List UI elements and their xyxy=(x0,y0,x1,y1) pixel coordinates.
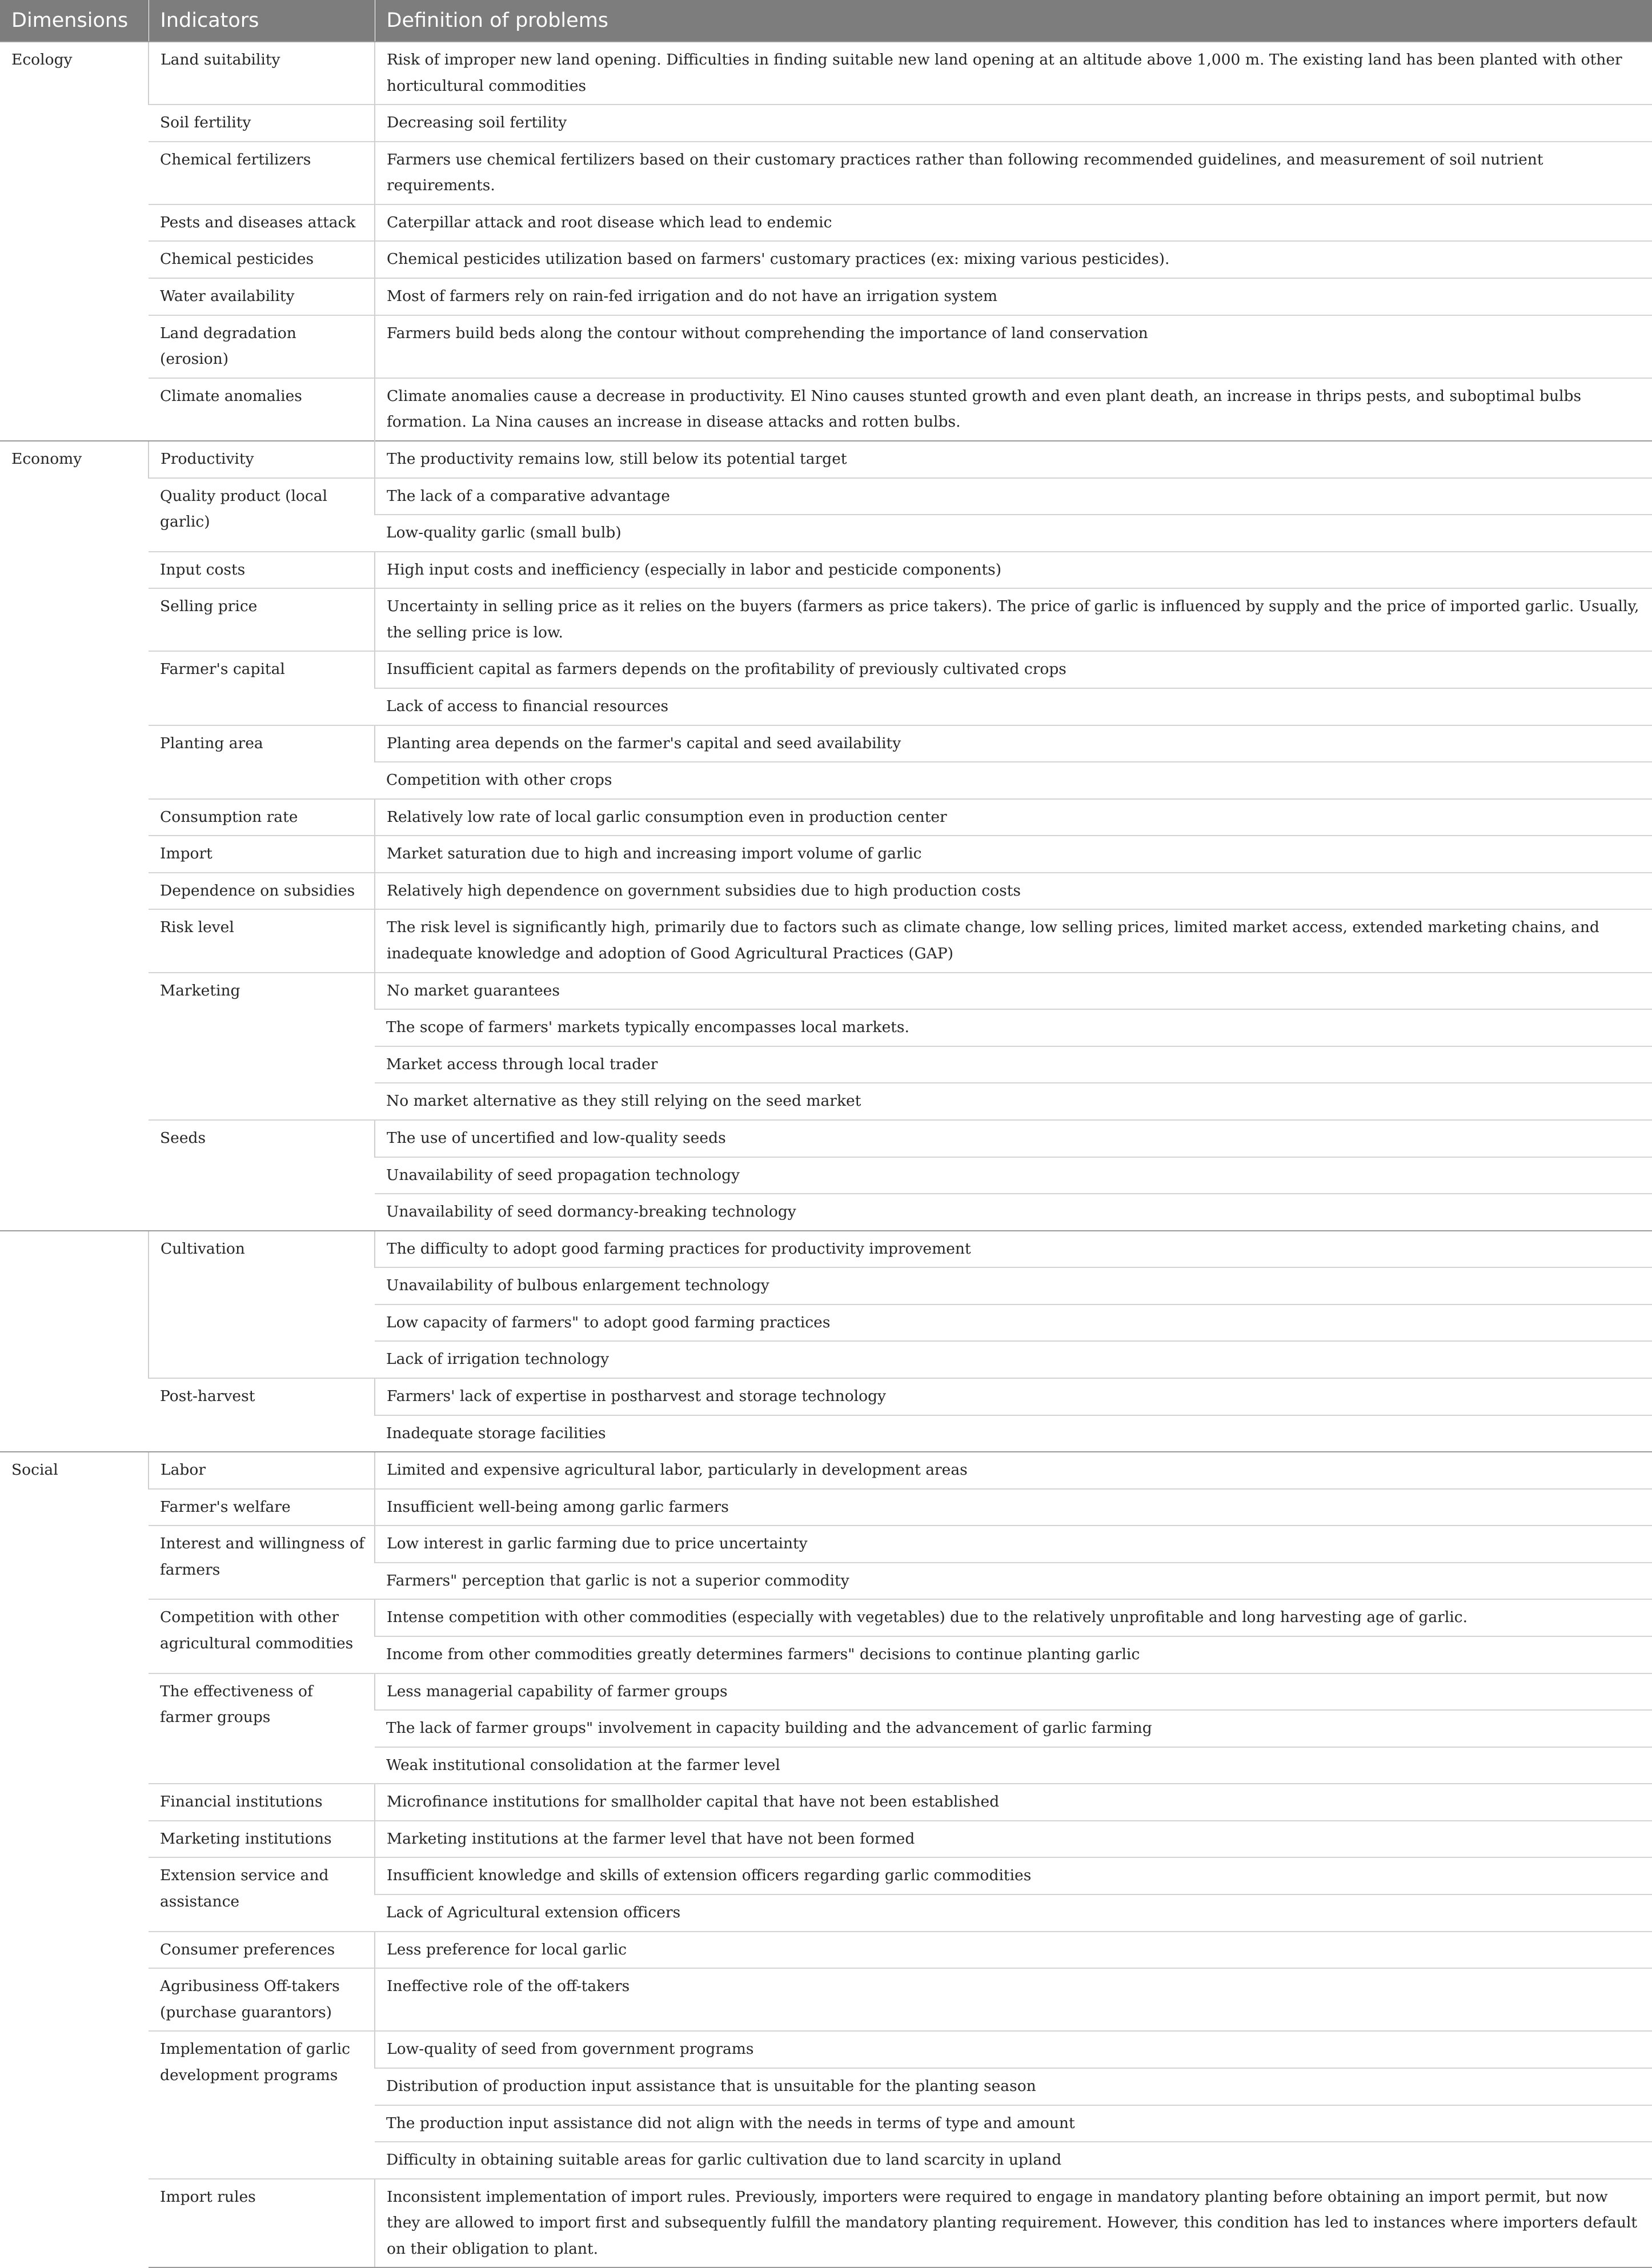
header-dimensions: Dimensions xyxy=(0,0,149,42)
table-row xyxy=(0,799,1652,836)
definition-cell: Difficulty in obtaining suitable areas for garlic cultivation due to land scarcity in upland xyxy=(375,2142,1652,2179)
definition-cell: The use of uncertified and low-quality seeds xyxy=(375,1120,1652,1157)
definition-cell: The productivity remains low, still below its potential target xyxy=(375,441,1652,478)
table-row xyxy=(0,142,1652,204)
definition-cell: Chemical pesticides utilization based on farmers' customary practices (ex: mixing various pesticides). xyxy=(375,241,1652,278)
table-row xyxy=(0,1599,1652,1636)
definition-cell: No market alternative as they still relying on the seed market xyxy=(375,1083,1652,1120)
table-row xyxy=(0,1489,1652,1526)
dimension-cell xyxy=(0,1231,149,1452)
definition-cell: No market guarantees xyxy=(375,973,1652,1010)
table-row xyxy=(0,241,1652,278)
indicator-cell: Farmer's welfare xyxy=(149,1489,375,1526)
table-row xyxy=(0,2179,1652,2268)
table-row xyxy=(0,1231,1652,1268)
indicator-cell: Input costs xyxy=(149,552,375,589)
indicator-cell: Risk level xyxy=(149,909,375,972)
definition-cell: Unavailability of bulbous enlargement technology xyxy=(375,1267,1652,1304)
header-row xyxy=(0,0,1652,42)
table-row xyxy=(0,1932,1652,1969)
definition-cell: The lack of farmer groups" involvement in capacity building and the advancement of garlic farming xyxy=(375,1710,1652,1747)
table-row xyxy=(0,478,1652,515)
table-row xyxy=(0,725,1652,762)
definition-cell: Relatively low rate of local garlic consumption even in production center xyxy=(375,799,1652,836)
definition-cell: Less managerial capability of farmer groups xyxy=(375,1673,1652,1711)
definition-cell: Lack of Agricultural extension officers xyxy=(375,1894,1652,1932)
indicator-cell: Climate anomalies xyxy=(149,378,375,441)
indicator-cell: Marketing institutions xyxy=(149,1821,375,1858)
indicator-cell: Interest and willingness of farmers xyxy=(149,1526,375,1599)
definition-cell: Decreasing soil fertility xyxy=(375,105,1652,142)
table-row xyxy=(0,1526,1652,1563)
indicator-cell: Marketing xyxy=(149,973,375,1120)
definition-cell: Insufficient capital as farmers depends on the profitability of previously cultivated crops xyxy=(375,651,1652,688)
dimension-cell: Social xyxy=(0,1452,149,2267)
indicator-cell: Import rules xyxy=(149,2179,375,2268)
definition-cell: Insufficient well-being among garlic farmers xyxy=(375,1489,1652,1526)
indicator-cell: Consumer preferences xyxy=(149,1932,375,1969)
table-row xyxy=(0,873,1652,910)
header-definition: Definition of problems xyxy=(375,0,1652,42)
indicator-cell: Selling price xyxy=(149,588,375,651)
header-indicators: Indicators xyxy=(149,0,375,42)
definition-cell: Planting area depends on the farmer's capital and seed availability xyxy=(375,725,1652,762)
definition-cell: Ineffective role of the off-takers xyxy=(375,1968,1652,2031)
indicator-cell: Dependence on subsidies xyxy=(149,873,375,910)
indicator-cell: Chemical fertilizers xyxy=(149,142,375,204)
definition-cell: Limited and expensive agricultural labor, particularly in development areas xyxy=(375,1452,1652,1489)
definition-cell: Most of farmers rely on rain-fed irrigation and do not have an irrigation system xyxy=(375,278,1652,315)
indicator-cell: Water availability xyxy=(149,278,375,315)
indicator-cell: Financial institutions xyxy=(149,1784,375,1821)
table-row xyxy=(0,1857,1652,1894)
definition-cell: Insufficient knowledge and skills of extension officers regarding garlic commodities xyxy=(375,1857,1652,1894)
indicator-cell: Soil fertility xyxy=(149,105,375,142)
table-row xyxy=(0,552,1652,589)
indicator-cell: Seeds xyxy=(149,1120,375,1231)
indicator-cell: The effectiveness of farmer groups xyxy=(149,1673,375,1784)
table-row xyxy=(0,973,1652,1010)
table-row xyxy=(0,1120,1652,1157)
definition-cell: Distribution of production input assistance that is unsuitable for the planting season xyxy=(375,2068,1652,2105)
definition-cell: Competition with other crops xyxy=(375,762,1652,799)
dimension-cell: Ecology xyxy=(0,42,149,441)
definition-cell: Market access through local trader xyxy=(375,1046,1652,1083)
indicator-cell: Implementation of garlic development programs xyxy=(149,2031,375,2178)
indicator-cell: Pests and diseases attack xyxy=(149,204,375,242)
table-row xyxy=(0,105,1652,142)
indicator-cell: Cultivation xyxy=(149,1231,375,1378)
table-row xyxy=(0,651,1652,688)
definition-cell: Intense competition with other commodities (especially with vegetables) due to the relatively unprofitable and long harvesting age of garlic. xyxy=(375,1599,1652,1636)
table-row xyxy=(0,836,1652,873)
definition-cell: Low interest in garlic farming due to price uncertainty xyxy=(375,1526,1652,1563)
definition-cell: Farmers' lack of expertise in postharvest and storage technology xyxy=(375,1378,1652,1415)
definition-cell: Weak institutional consolidation at the farmer level xyxy=(375,1747,1652,1784)
table-row xyxy=(0,42,1652,105)
table-row xyxy=(0,1821,1652,1858)
table-row xyxy=(0,1378,1652,1415)
indicator-cell: Consumption rate xyxy=(149,799,375,836)
definition-cell: Farmers" perception that garlic is not a superior commodity xyxy=(375,1563,1652,1600)
definition-cell: Low capacity of farmers" to adopt good farming practices xyxy=(375,1304,1652,1342)
definition-cell: Inconsistent implementation of import rules. Previously, importers were required to engage in mandatory planting before obtaining an import permit, but now they are allowed to import first and subsequently fulfill the mandatory planting requirement. However, this condition has led to instances where importers default on their obligation to plant. xyxy=(375,2179,1652,2268)
indicator-cell: Farmer's capital xyxy=(149,651,375,725)
indicator-cell: Productivity xyxy=(149,441,375,478)
indicator-cell: Extension service and assistance xyxy=(149,1857,375,1931)
definition-cell: Lack of access to financial resources xyxy=(375,688,1652,725)
table-row xyxy=(0,278,1652,315)
table-row xyxy=(0,315,1652,378)
indicator-cell: Post-harvest xyxy=(149,1378,375,1452)
table-row xyxy=(0,204,1652,242)
definition-cell: Marketing institutions at the farmer level that have not been formed xyxy=(375,1821,1652,1858)
table-row xyxy=(0,2031,1652,2068)
definition-cell: The risk level is significantly high, primarily due to factors such as climate change, low selling prices, limited market access, extended marketing chains, and inadequate knowledge and adoption of Good Agricultural Practices (GAP) xyxy=(375,909,1652,972)
table-row xyxy=(0,441,1652,478)
definition-cell: The production input assistance did not align with the needs in terms of type and amount xyxy=(375,2105,1652,2142)
indicator-cell: Quality product (local garlic) xyxy=(149,478,375,552)
definition-cell: The scope of farmers' markets typically encompasses local markets. xyxy=(375,1009,1652,1046)
definition-cell: Less preference for local garlic xyxy=(375,1932,1652,1969)
definition-cell: Risk of improper new land opening. Difficulties in finding suitable new land opening at an altitude above 1,000 m. The existing land has been planted with other horticultural commodities xyxy=(375,42,1652,105)
definition-cell: High input costs and inefficiency (especially in labor and pesticide components) xyxy=(375,552,1652,589)
indicator-cell: Chemical pesticides xyxy=(149,241,375,278)
indicator-cell: Land suitability xyxy=(149,42,375,105)
definition-cell: Lack of irrigation technology xyxy=(375,1341,1652,1378)
table-row xyxy=(0,1452,1652,1489)
definition-cell: Microfinance institutions for smallholder capital that have not been established xyxy=(375,1784,1652,1821)
definition-cell: Climate anomalies cause a decrease in productivity. El Nino causes stunted growth and even plant death, an increase in thrips pests, and suboptimal bulbs formation. La Nina causes an increase in disease attacks and rotten bulbs. xyxy=(375,378,1652,441)
definition-cell: Market saturation due to high and increasing import volume of garlic xyxy=(375,836,1652,873)
table-row xyxy=(0,1968,1652,2031)
table-body xyxy=(0,42,1652,2267)
table-header xyxy=(0,0,1652,42)
definition-cell: Farmers use chemical fertilizers based on their customary practices rather than following recommended guidelines, and measurement of soil nutrient requirements. xyxy=(375,142,1652,204)
indicator-cell: Import xyxy=(149,836,375,873)
indicator-cell: Competition with other agricultural commodities xyxy=(149,1599,375,1673)
definition-cell: Income from other commodities greatly determines farmers" decisions to continue planting garlic xyxy=(375,1636,1652,1673)
definition-cell: Farmers build beds along the contour without comprehending the importance of land conservation xyxy=(375,315,1652,378)
definition-cell: Low-quality of seed from government programs xyxy=(375,2031,1652,2068)
table-row xyxy=(0,1673,1652,1711)
definition-cell: Unavailability of seed propagation technology xyxy=(375,1157,1652,1194)
indicator-cell: Land degradation (erosion) xyxy=(149,315,375,378)
table-row xyxy=(0,378,1652,441)
table-row xyxy=(0,909,1652,972)
definition-cell: Low-quality garlic (small bulb) xyxy=(375,515,1652,552)
definition-cell: The lack of a comparative advantage xyxy=(375,478,1652,515)
definition-cell: Caterpillar attack and root disease which lead to endemic xyxy=(375,204,1652,242)
indicator-cell: Labor xyxy=(149,1452,375,1489)
dimension-cell: Economy xyxy=(0,441,149,1231)
indicator-cell: Agribusiness Off-takers (purchase guarantors) xyxy=(149,1968,375,2031)
definition-cell: Uncertainty in selling price as it relies on the buyers (farmers as price takers). The price of garlic is influenced by supply and the price of imported garlic. Usually, the selling price is low. xyxy=(375,588,1652,651)
definition-cell: The difficulty to adopt good farming practices for productivity improvement xyxy=(375,1231,1652,1268)
indicator-cell: Planting area xyxy=(149,725,375,799)
table-row xyxy=(0,588,1652,651)
definition-cell: Unavailability of seed dormancy-breaking technology xyxy=(375,1194,1652,1231)
table-row xyxy=(0,1784,1652,1821)
definition-cell: Inadequate storage facilities xyxy=(375,1415,1652,1452)
definition-cell: Relatively high dependence on government subsidies due to high production costs xyxy=(375,873,1652,910)
